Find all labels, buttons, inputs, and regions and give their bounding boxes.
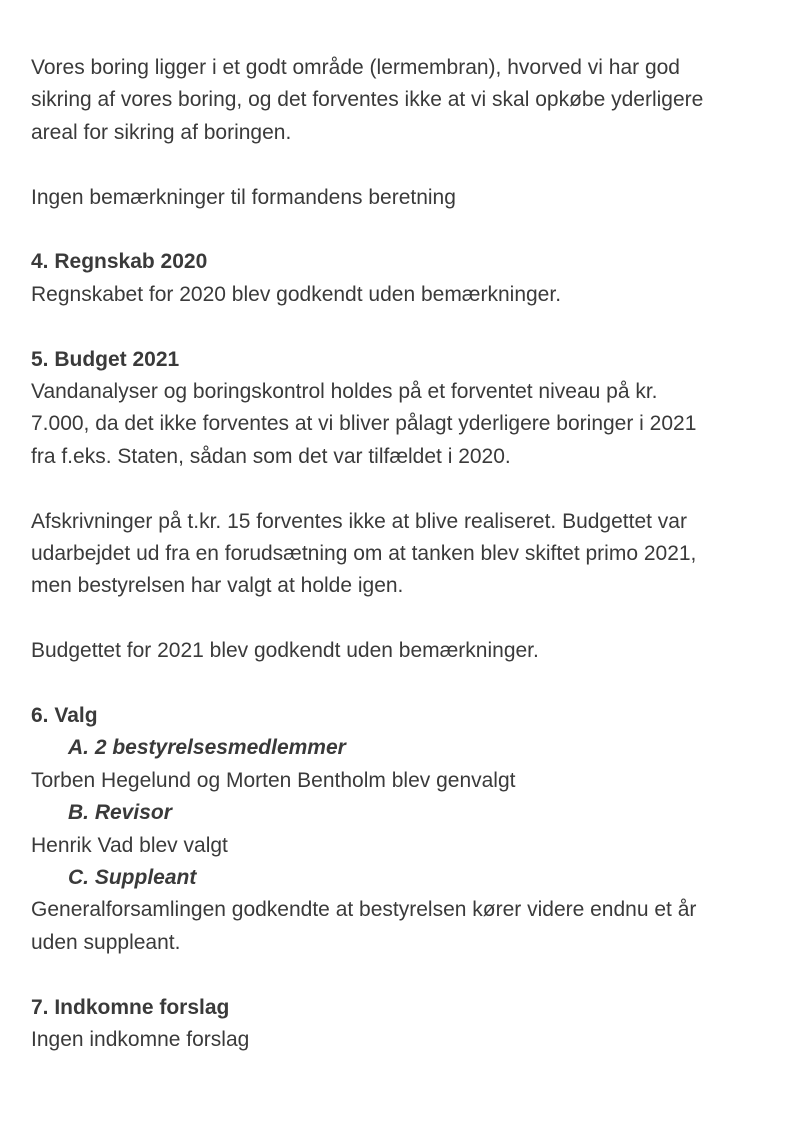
section-heading-budget: 5. Budget 2021 [31, 347, 180, 371]
suppleant-line: Generalforsamlingen godkendte at bestyrelsen kører videre endnu et år [31, 898, 697, 922]
budget-line: 7.000, da det ikke forventes at vi bliver pålagt yderligere boringer i 2021 [31, 412, 697, 436]
regnskab-text: Regnskabet for 2020 blev godkendt uden bemærkninger. [31, 282, 562, 306]
budget-line: Vandanalyser og boringskontrol holdes på et forventet niveau på kr. [31, 380, 658, 404]
intro-line: areal for sikring af boringen. [31, 120, 292, 144]
budget-paragraph-2 [31, 506, 771, 603]
budget-line: men bestyrelsen har valgt at holde igen. [31, 574, 404, 598]
bestyrelsesmedlemmer-text: Torben Hegelund og Morten Bentholm blev genvalgt [31, 768, 516, 792]
intro-line: sikring af vores boring, og det forventes ikke at vi skal opkøbe yderligere [31, 88, 704, 112]
no-remarks-paragraph: Ingen bemærkninger til formandens beretning [31, 185, 456, 209]
section-valg [31, 700, 771, 959]
subheading-bestyrelsesmedlemmer: A. 2 bestyrelsesmedlemmer [68, 736, 346, 760]
budget-line: udarbejdet ud fra en forudsætning om at tanken blev skiftet primo 2021, [31, 542, 697, 566]
section-heading-indkomne-forslag: 7. Indkomne forslag [31, 995, 230, 1019]
section-heading-regnskab: 4. Regnskab 2020 [31, 250, 208, 274]
revisor-text: Henrik Vad blev valgt [31, 833, 228, 857]
section-indkomne-forslag [31, 992, 771, 1057]
subheading-suppleant: C. Suppleant [68, 866, 197, 890]
intro-paragraph [31, 52, 771, 149]
indkomne-forslag-text: Ingen indkomne forslag [31, 1028, 250, 1052]
budget-line: Afskrivninger på t.kr. 15 forventes ikke at blive realiseret. Budgettet var [31, 509, 687, 533]
suppleant-line: uden suppleant. [31, 930, 181, 954]
subheading-revisor: B. Revisor [68, 801, 172, 825]
section-regnskab [31, 246, 771, 311]
section-heading-valg: 6. Valg [31, 704, 98, 728]
suppleant-text [31, 894, 771, 959]
budget-paragraph-1 [31, 376, 771, 473]
intro-line: Vores boring ligger i et godt område (lermembran), hvorved vi har god [31, 56, 680, 79]
section-budget [31, 344, 771, 668]
document-page [31, 52, 771, 1056]
budget-paragraph-3: Budgettet for 2021 blev godkendt uden bemærkninger. [31, 639, 539, 663]
budget-line: fra f.eks. Staten, sådan som det var tilfældet i 2020. [31, 444, 511, 468]
